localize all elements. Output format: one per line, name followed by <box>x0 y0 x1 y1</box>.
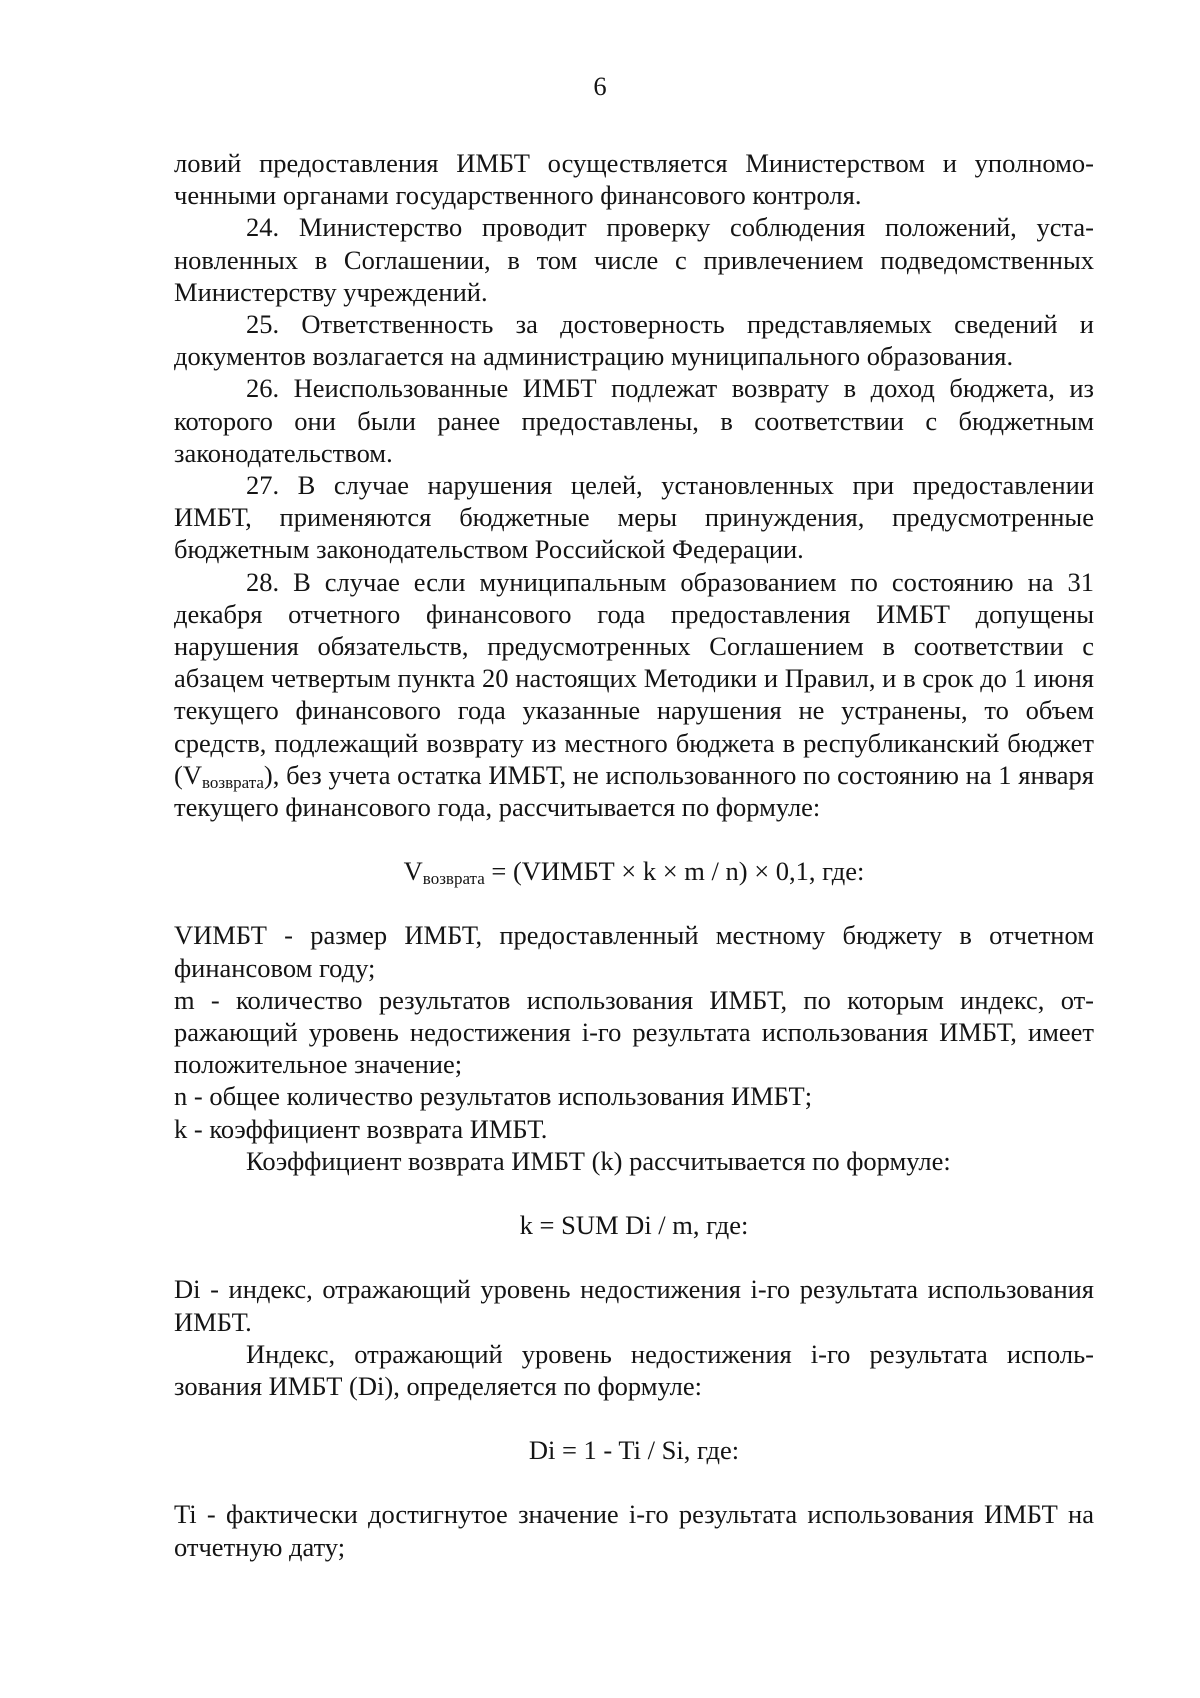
page-number: 6 <box>593 71 607 101</box>
formula-k: k = SUM Di / m, где: <box>519 1210 749 1241</box>
formula-v-rest: = (VИМБТ × k × m / n) × 0,1, где: <box>484 856 865 887</box>
definition-m: m - количество результатов использования ИМБТ, по которым индекс, отражающий уровень недостижения i-го результата использования ИМБТ, имеет положительное значение; <box>174 984 1094 1080</box>
k-formula-intro: Коэффициент возврата ИМБТ (k) рассчитывается по формуле: <box>246 1145 951 1176</box>
formula-di: Di = 1 - Ti / Si, где: <box>528 1435 740 1466</box>
formula-v-symbol: V <box>403 856 423 887</box>
paragraph-27: 27. В случае нарушения целей, установленных при предоставлении ИМБТ, применяются бюджетные меры принуждения, предусмотренные бюджетным законодательством Российской Федерации. <box>174 470 1094 565</box>
paragraph-28-subscript: возврата <box>201 772 264 792</box>
paragraph-continuation: ловий предоставления ИМБТ осуществляется Министерством и уполномоченными органами государственного финансового контроля. <box>174 148 1094 211</box>
paragraph-28-text-b: ), без учета остатка ИМБТ, не использованного по состоянию на 1 января текущего финансового года, рассчитывается по формуле: <box>174 759 1094 823</box>
definition-ti: Ti - фактически достигнутое значение i-го результата использования ИМБТ на отчетную дату; <box>174 1499 1094 1562</box>
definition-n: n - общее количество результатов использования ИМБТ; <box>174 1081 813 1112</box>
definition-k: k - коэффициент возврата ИМБТ. <box>174 1113 548 1144</box>
paragraph-24: 24. Министерство проводит проверку соблюдения положений, установленных в Соглашении, в том числе с привлечением подведомственных Министерству учреждений. <box>174 212 1094 307</box>
formula-v-subscript: возврата <box>422 869 485 889</box>
paragraph-28 <box>174 566 1094 824</box>
document-body <box>174 147 1094 1563</box>
paragraph-26: 26. Неиспользованные ИМБТ подлежат возврату в доход бюджета, из которого они были ранее предоставлены, в соответствии с бюджетным законодательством. <box>174 373 1094 468</box>
di-formula-intro: Индекс, отражающий уровень недостижения i-го результата использования ИМБТ (Di), определяется по формуле: <box>174 1338 1094 1401</box>
definition-di: Di - индекс, отражающий уровень недостижения i-го результата использования ИМБТ. <box>174 1274 1094 1337</box>
paragraph-28-text-a: 28. В случае если муниципальным образованием по состоянию на 31 декабря отчетного финансового года предоставления ИМБТ допущены нарушения обязательств, предусмотренных Соглашением в соответствии с абзацем четвертым пункта 20 настоящих Методики и Правил, и в срок до 1 июня текущего финансового года указанные нарушения не устранены, то объем средств, подлежащий возврату из местного бюджета в республиканский бюджет (V <box>174 566 1094 790</box>
definition-vimbt: VИМБТ - размер ИМБТ, предоставленный местному бюджету в отчетном финансовом году; <box>174 920 1094 983</box>
paragraph-25: 25. Ответственность за достоверность представляемых сведений и документов возлагается на администрацию муниципального образования. <box>174 309 1094 372</box>
formula-v-return <box>174 855 1094 887</box>
